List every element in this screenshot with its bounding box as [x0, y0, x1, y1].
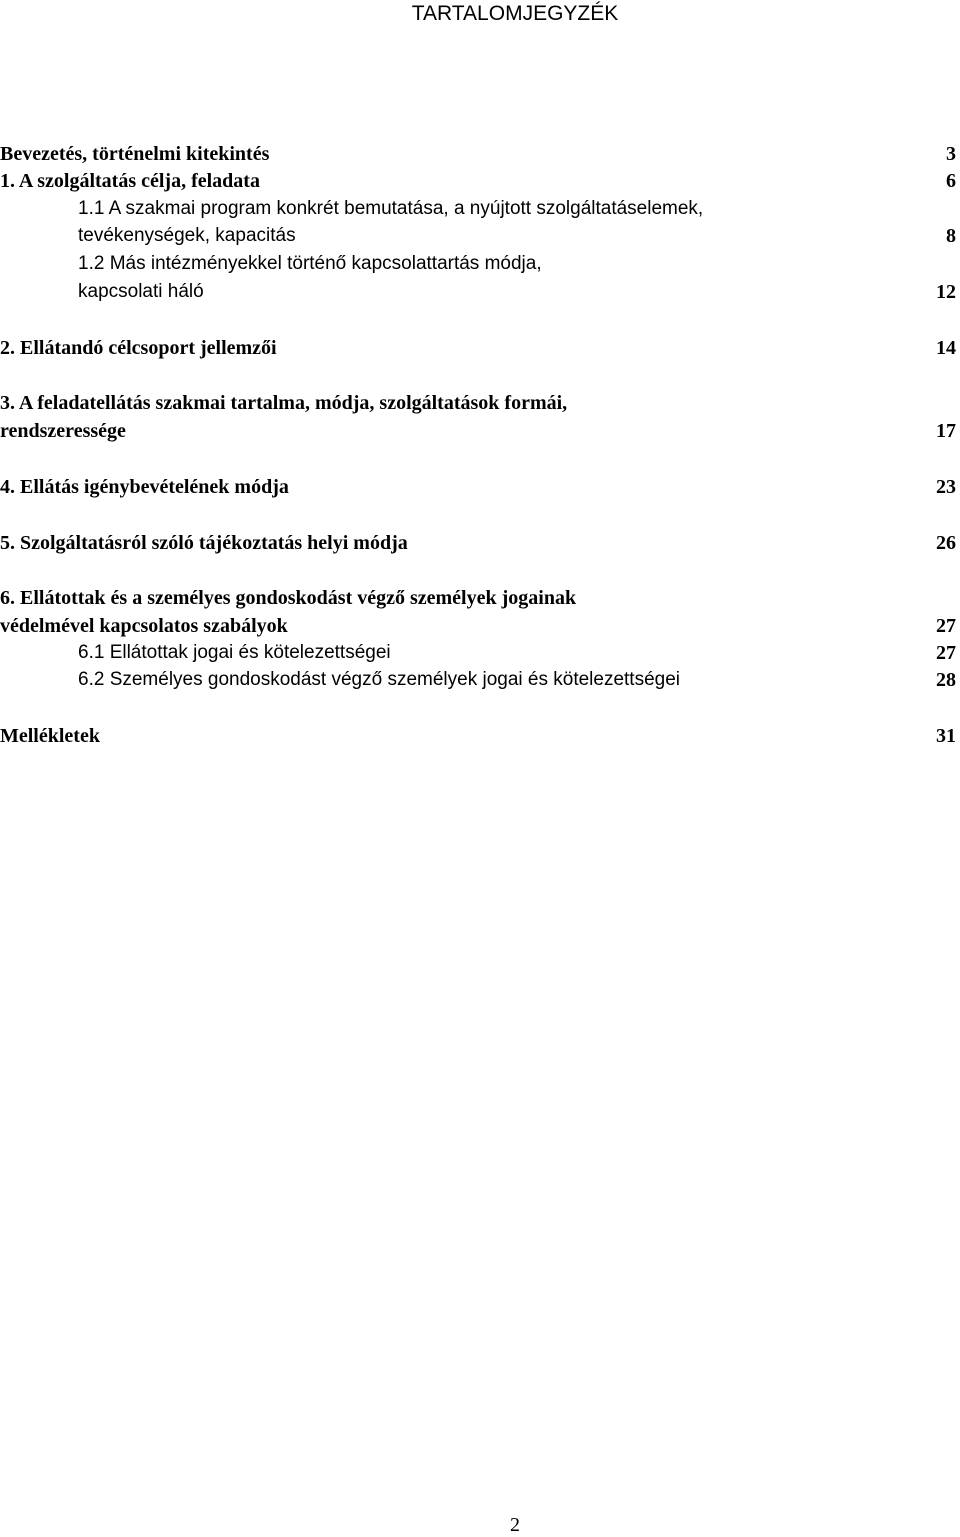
toc-entry-text: 1. A szolgáltatás célja, feladata: [0, 170, 260, 192]
toc-entry-page: 12: [936, 281, 956, 303]
toc-entry[interactable]: [0, 722, 956, 750]
toc-entry-text: rendszeressége: [0, 420, 126, 442]
toc-entry-text: 1.2 Más intézményekkel történő kapcsolattartás módja,: [78, 253, 542, 274]
toc-subentry[interactable]: [0, 222, 956, 250]
toc-entry-page: 3: [946, 143, 956, 165]
toc-entry-page: 27: [936, 642, 956, 664]
toc-entry[interactable]: [0, 167, 956, 195]
toc-entry-text: tevékenységek, kapacitás: [78, 225, 296, 246]
page-number: 2: [510, 1514, 520, 1536]
toc-subentry[interactable]: [0, 278, 956, 306]
toc-entry-page: 26: [936, 532, 956, 554]
toc-entry-text: 1.1 A szakmai program konkrét bemutatása, a nyújtott szolgáltatáselemek,: [78, 198, 704, 219]
toc-entry[interactable]: [0, 612, 956, 640]
toc-entry-page: 31: [936, 725, 956, 747]
toc-entry[interactable]: [0, 417, 956, 445]
toc-subentry[interactable]: [0, 250, 956, 278]
toc-entry-page: 28: [936, 669, 956, 691]
toc-subentry[interactable]: [0, 666, 956, 694]
toc-entry-page: 27: [936, 615, 956, 637]
toc-entry[interactable]: [0, 473, 956, 501]
toc-entry[interactable]: [0, 334, 956, 362]
toc-entry[interactable]: [0, 584, 956, 612]
toc-entry-text: 3. A feladatellátás szakmai tartalma, módja, szolgáltatások formái,: [0, 392, 568, 414]
toc-entry-text: kapcsolati háló: [78, 281, 204, 302]
toc-entry[interactable]: [0, 140, 956, 168]
toc-entry-text: Bevezetés, történelmi kitekintés: [0, 143, 270, 165]
toc-entry-page: 6: [946, 170, 956, 192]
toc-entry-text: 6.1 Ellátottak jogai és kötelezettségei: [78, 642, 391, 663]
toc-entry-text: 6. Ellátottak és a személyes gondoskodást végző személyek jogainak: [0, 587, 577, 609]
toc-entry-text: védelmével kapcsolatos szabályok: [0, 615, 288, 637]
toc-entry-page: 14: [936, 337, 956, 359]
toc-entry[interactable]: [0, 389, 956, 417]
toc-entry-text: Mellékletek: [0, 725, 100, 747]
toc-entry-page: 23: [936, 476, 956, 498]
toc-subentry[interactable]: [0, 195, 956, 223]
toc-subentry[interactable]: [0, 639, 956, 667]
toc-entry-page: 17: [936, 420, 956, 442]
document-title: TARTALOMJEGYZÉK: [411, 2, 619, 25]
toc-entry-page: 8: [946, 225, 956, 247]
toc-entry-text: 5. Szolgáltatásról szóló tájékoztatás helyi módja: [0, 532, 408, 554]
toc-entry[interactable]: [0, 529, 956, 557]
toc-entry-text: 2. Ellátandó célcsoport jellemzői: [0, 337, 277, 359]
toc-entry-text: 6.2 Személyes gondoskodást végző személyek jogai és kötelezettségei: [78, 669, 681, 690]
toc-entry-text: 4. Ellátás igénybevételének módja: [0, 476, 289, 498]
